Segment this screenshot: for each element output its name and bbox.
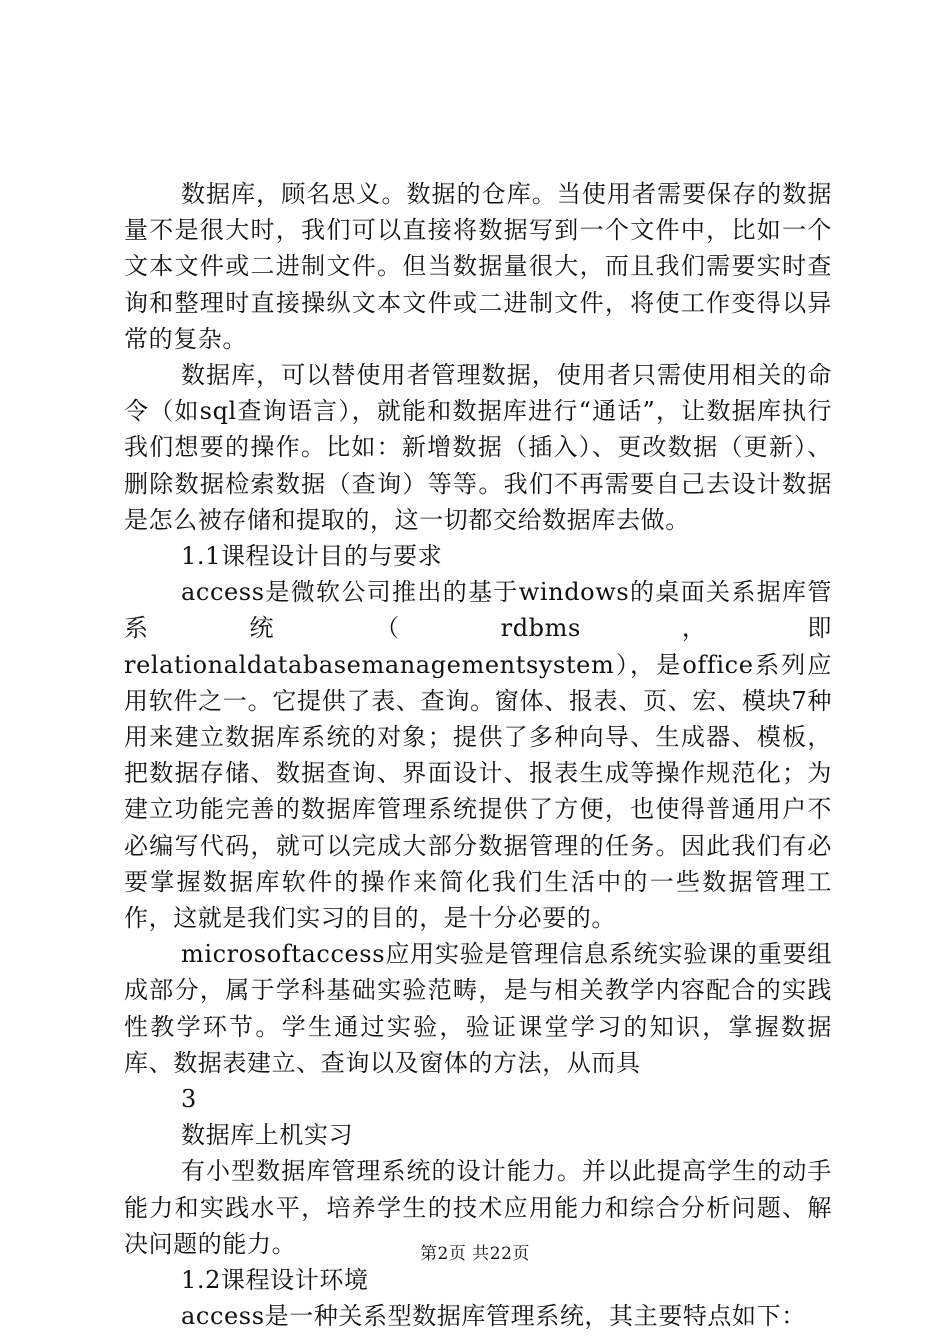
inline-page-number: 3	[181, 1085, 197, 1114]
paragraph-design-ability: 有小型数据库管理系统的设计能力。并以此提高学生的动手能力和实践水平，培养学生的技术应用能力和综合分析问题、解决问题的能力。	[124, 1157, 832, 1258]
section-heading-1-1: 1.1课程设计目的与要求	[181, 542, 443, 571]
running-title: 数据库上机实习	[181, 1121, 354, 1150]
paragraph-database-management: 数据库，可以替使用者管理数据，使用者只需使用相关的命令（如sql查询语言），就能和数据库进行“通话”，让数据库执行我们想要的操作。比如：新增数据（插入）、更改数据（更新）、删除数据检索数据（查询）等等。我们不再需要自己去设计数据是怎么被存储和提取的，这一切都交给数据库去做。	[124, 361, 832, 534]
document-body	[124, 176, 832, 1335]
paragraph-access-features: access是一种关系型数据库管理系统，其主要特点如下：	[181, 1302, 806, 1331]
paragraph-access-overview: access是微软公司推出的基于windows的桌面关系据库管系统（rdbms，即relationaldatabasemanagementsystem），是office系列应用软件之一。它提供了表、查询。窗体、报表、页、宏、模块7种用来建立数据库系统的对象；提供了多种向导、生成器、模板，把数据存储、数据查询、界面设计、报表生成等操作规范化；为建立功能完善的数据库管理系统提供了方便，也使得普通用户不必编写代码，就可以完成大部分数据管理的任务。因此我们有必要掌握数据库软件的操作来简化我们生活中的一些数据管理工作，这就是我们实习的目的，是十分必要的。	[124, 578, 832, 933]
paragraph-access-experiment: microsoftaccess应用实验是管理信息系统实验课的重要组成部分，属于学科基础实验范畴，是与相关教学内容配合的实践性教学环节。学生通过实验，验证课堂学习的知识，掌握数据库、数据表建立、查询以及窗体的方法，从而具	[124, 940, 832, 1077]
section-heading-1-2: 1.2课程设计环境	[181, 1266, 369, 1295]
page-footer: 第2页 共22页	[420, 1244, 530, 1264]
paragraph-database-intro: 数据库，顾名思义。数据的仓库。当使用者需要保存的数据量不是很大时，我们可以直接将数据写到一个文件中，比如一个文本文件或二进制文件。但当数据量很大，而且我们需要实时查询和整理时直接操纵文本文件或二进制文件，将使工作变得以异常的复杂。	[124, 180, 832, 353]
